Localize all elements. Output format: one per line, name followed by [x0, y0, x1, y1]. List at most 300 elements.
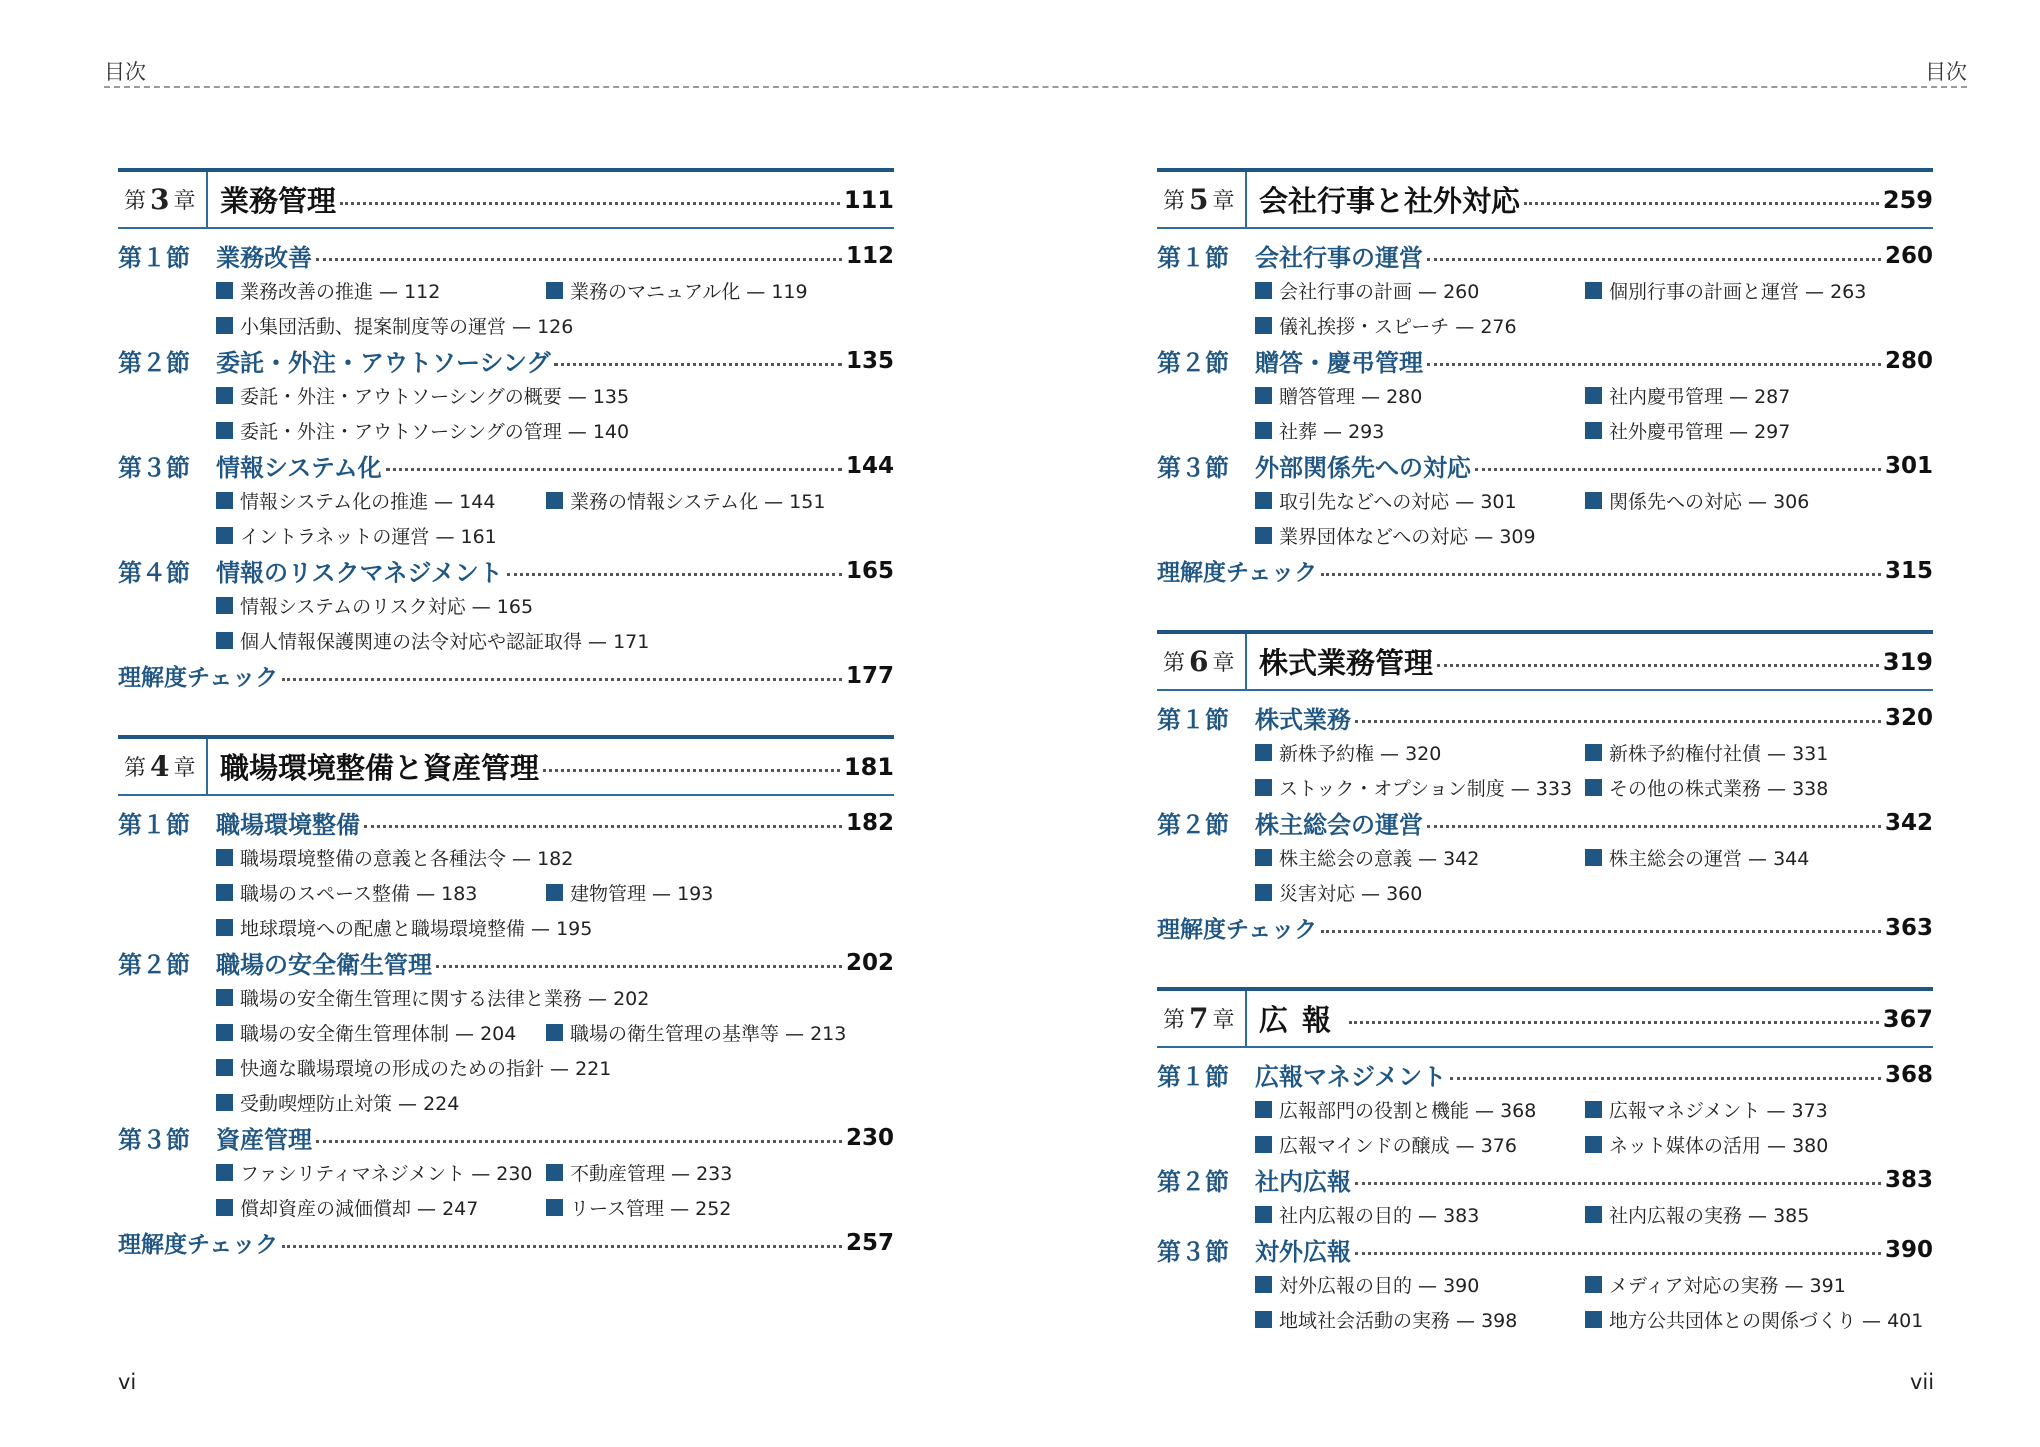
square-bullet-icon [1585, 1206, 1602, 1223]
topic-text: その他の株式業務 — 338 [1609, 778, 1829, 800]
running-head-right: 目次 [1925, 60, 1967, 84]
topic-item[interactable] [1255, 378, 1585, 413]
chapter-digit: 6 [1189, 645, 1209, 678]
topic-text: リース管理 — 252 [570, 1198, 732, 1220]
review-check-entry[interactable] [1157, 553, 1933, 588]
topic-text: 社葬 — 293 [1279, 421, 1385, 443]
square-bullet-icon [1255, 387, 1272, 404]
topic-text: 地方公共団体との関係づくり — 401 [1609, 1310, 1924, 1332]
square-bullet-icon [216, 492, 233, 509]
topic-text: 広報マインドの醸成 — 376 [1279, 1135, 1517, 1157]
dot-leader [1524, 202, 1879, 205]
dot-leader [282, 1245, 842, 1248]
section-page-number: 342 [1884, 809, 1933, 836]
section-entry[interactable] [118, 945, 894, 980]
left-page-toc [118, 168, 894, 1302]
right-page-toc [1157, 168, 1933, 1379]
section-title: 業務改善 [216, 244, 312, 272]
square-bullet-icon [546, 1024, 563, 1041]
chapter-page-number: 259 [1882, 185, 1933, 214]
square-bullet-icon [1255, 779, 1272, 796]
topic-item[interactable] [216, 1155, 546, 1190]
topic-item[interactable] [1585, 413, 1915, 448]
square-bullet-icon [1255, 317, 1272, 334]
square-bullet-icon [1585, 387, 1602, 404]
section-title: 資産管理 [216, 1126, 312, 1154]
chapter-prefix: 第 [124, 189, 147, 214]
page-number-left: vi [118, 1370, 137, 1394]
chapter-digit: 4 [150, 750, 170, 783]
chapter-suffix: 章 [1212, 1008, 1235, 1033]
topic-list [118, 378, 894, 448]
square-bullet-icon [1255, 1276, 1272, 1293]
section-page-number: 301 [1884, 452, 1933, 479]
topic-item[interactable] [216, 1015, 546, 1050]
topic-text: 職場の安全衛生管理体制 — 204 [240, 1023, 517, 1045]
topic-item[interactable] [1255, 735, 1585, 770]
square-bullet-icon [216, 1024, 233, 1041]
topic-text: ネット媒体の活用 — 380 [1609, 1135, 1829, 1157]
topic-item[interactable] [1255, 1267, 1585, 1302]
dot-leader [340, 202, 840, 205]
section-title: 職場の安全衛生管理 [216, 951, 432, 979]
topic-text: 株主総会の意義 — 342 [1279, 848, 1480, 870]
page-number-right: vii [1910, 1370, 1935, 1394]
square-bullet-icon [216, 919, 233, 936]
square-bullet-icon [216, 422, 233, 439]
topic-item[interactable] [1255, 518, 1585, 553]
section-title: 情報のリスクマネジメント [216, 559, 503, 587]
section-entry[interactable] [118, 1120, 894, 1155]
topic-item[interactable] [216, 483, 546, 518]
chapter-header[interactable] [1157, 987, 1933, 1048]
topic-item[interactable] [1255, 840, 1585, 875]
section-entry[interactable] [1157, 238, 1933, 273]
section-label: 第１節 [1157, 1063, 1229, 1091]
square-bullet-icon [216, 849, 233, 866]
section-label: 第１節 [1157, 244, 1229, 272]
chapter-block [118, 735, 894, 1260]
topic-item[interactable] [1585, 1127, 1915, 1162]
section-page-number: 182 [845, 809, 894, 836]
topic-text: 会社行事の計画 — 260 [1279, 281, 1480, 303]
dot-leader [316, 1140, 842, 1143]
section-entry[interactable] [1157, 1162, 1933, 1197]
chapter-digit: 3 [150, 183, 170, 216]
topic-item[interactable] [546, 273, 876, 308]
chapter-title: 職場環境整備と資産管理 [220, 751, 540, 785]
review-check-label: 理解度チェック [1157, 917, 1318, 943]
review-check-label: 理解度チェック [118, 665, 279, 691]
square-bullet-icon [1255, 884, 1272, 901]
square-bullet-icon [216, 632, 233, 649]
square-bullet-icon [546, 1164, 563, 1181]
dot-leader [1355, 720, 1881, 723]
topic-item[interactable] [1585, 483, 1915, 518]
square-bullet-icon [1255, 1311, 1272, 1328]
section-page-number: 112 [845, 242, 894, 269]
dot-leader [1450, 1077, 1881, 1080]
topic-list [118, 483, 894, 553]
chapter-page-number: 367 [1882, 1004, 1933, 1033]
chapter-page-number: 111 [843, 185, 894, 214]
dot-leader [1355, 1252, 1881, 1255]
topic-text: 不動産管理 — 233 [570, 1163, 733, 1185]
topic-list [118, 840, 894, 945]
section-entry[interactable] [1157, 1232, 1933, 1267]
topic-item[interactable] [1255, 413, 1585, 448]
topic-item[interactable] [546, 1190, 876, 1225]
section-entry[interactable] [1157, 343, 1933, 378]
chapter-block [1157, 630, 1933, 945]
topic-item[interactable] [216, 623, 894, 658]
topic-text: メディア対応の実務 — 391 [1609, 1275, 1846, 1297]
review-check-label: 理解度チェック [1157, 560, 1318, 586]
topic-item[interactable] [1255, 875, 1585, 910]
topic-item[interactable] [1585, 770, 1915, 805]
review-page-number: 257 [845, 1229, 894, 1256]
square-bullet-icon [216, 1094, 233, 1111]
section-page-number: 230 [845, 1124, 894, 1151]
section-title: 贈答・慶弔管理 [1255, 349, 1423, 377]
section-entry[interactable] [118, 805, 894, 840]
square-bullet-icon [1585, 1101, 1602, 1118]
topic-list [1157, 1197, 1933, 1232]
topic-item[interactable] [1255, 273, 1585, 308]
topic-text: 関係先への対応 — 306 [1609, 491, 1810, 513]
topic-text: 情報システムのリスク対応 — 165 [240, 596, 534, 618]
section-page-number: 202 [845, 949, 894, 976]
topic-text: ファシリティマネジメント — 230 [240, 1163, 533, 1185]
square-bullet-icon [1585, 744, 1602, 761]
section-label: 第３節 [118, 454, 190, 482]
chapter-suffix: 章 [1212, 651, 1235, 676]
review-page-number: 363 [1884, 914, 1933, 941]
section-page-number: 280 [1884, 347, 1933, 374]
dot-leader [1321, 573, 1881, 576]
chapter-digit: 5 [1189, 183, 1209, 216]
chapter-suffix: 章 [173, 756, 196, 781]
topic-text: 新株予約権 — 320 [1279, 743, 1442, 765]
topic-list [1157, 1092, 1933, 1162]
chapter-suffix: 章 [1212, 189, 1235, 214]
square-bullet-icon [546, 492, 563, 509]
topic-item[interactable] [546, 875, 876, 910]
section-entry[interactable] [1157, 1057, 1933, 1092]
chapter-title-line [1247, 998, 1933, 1039]
topic-item[interactable] [216, 308, 574, 343]
section-title: 株主総会の運営 [1255, 811, 1423, 839]
section-label: 第３節 [118, 1126, 190, 1154]
chapter-prefix: 第 [1163, 1008, 1186, 1033]
chapter-title-line [1247, 179, 1933, 220]
dot-leader [364, 825, 842, 828]
topic-list [118, 588, 894, 658]
topic-text: 対外広報の目的 — 390 [1279, 1275, 1480, 1297]
square-bullet-icon [546, 884, 563, 901]
dot-leader [282, 678, 842, 681]
square-bullet-icon [1585, 1276, 1602, 1293]
chapter-number [118, 172, 208, 227]
section-page-number: 260 [1884, 242, 1933, 269]
dot-leader [1355, 1182, 1881, 1185]
topic-item[interactable] [216, 980, 894, 1015]
topic-text: 地域社会活動の実務 — 398 [1279, 1310, 1518, 1332]
topic-text: 職場のスペース整備 — 183 [240, 883, 478, 905]
topic-text: 業務のマニュアル化 — 119 [570, 281, 808, 303]
chapter-contents [1157, 229, 1933, 588]
topic-text: 業務の情報システム化 — 151 [570, 491, 826, 513]
chapter-title-line [208, 746, 894, 787]
topic-item[interactable] [216, 1190, 546, 1225]
section-page-number: 390 [1884, 1236, 1933, 1263]
section-page-number: 135 [845, 347, 894, 374]
topic-text: 新株予約権付社債 — 331 [1609, 743, 1829, 765]
dot-leader [436, 965, 842, 968]
square-bullet-icon [1255, 527, 1272, 544]
square-bullet-icon [216, 989, 233, 1006]
topic-list [1157, 840, 1933, 910]
square-bullet-icon [1585, 282, 1602, 299]
topic-item[interactable] [1585, 840, 1915, 875]
section-entry[interactable] [118, 343, 894, 378]
section-entry[interactable] [1157, 805, 1933, 840]
topic-item[interactable] [1585, 378, 1915, 413]
section-label: 第２節 [118, 349, 190, 377]
dot-leader [1321, 930, 1881, 933]
section-title: 対外広報 [1255, 1238, 1351, 1266]
chapter-title: 広報 [1259, 1003, 1346, 1037]
topic-text: 建物管理 — 193 [570, 883, 714, 905]
topic-item[interactable] [216, 273, 546, 308]
topic-item[interactable] [216, 413, 894, 448]
topic-text: 職場環境整備の意義と各種法令 — 182 [240, 848, 574, 870]
topic-list [1157, 735, 1933, 805]
topic-item[interactable] [216, 910, 894, 945]
square-bullet-icon [216, 597, 233, 614]
square-bullet-icon [1585, 1311, 1602, 1328]
square-bullet-icon [216, 317, 233, 334]
square-bullet-icon [546, 1199, 563, 1216]
section-title: 広報マネジメント [1255, 1063, 1447, 1091]
section-page-number: 144 [845, 452, 894, 479]
chapter-header[interactable] [118, 735, 894, 796]
topic-list [1157, 483, 1933, 553]
topic-item[interactable] [216, 1085, 894, 1120]
chapter-page-number: 319 [1882, 647, 1933, 676]
chapter-digit: 7 [1189, 1002, 1209, 1035]
section-title: 職場環境整備 [216, 811, 360, 839]
topic-item[interactable] [1255, 1302, 1585, 1337]
section-label: 第１節 [118, 244, 190, 272]
square-bullet-icon [1585, 1136, 1602, 1153]
topic-list [118, 273, 894, 343]
dot-leader [1427, 258, 1881, 261]
dot-leader [1427, 825, 1881, 828]
square-bullet-icon [1585, 492, 1602, 509]
square-bullet-icon [546, 282, 563, 299]
topic-text: 委託・外注・アウトソーシングの管理 — 140 [240, 421, 630, 443]
topic-list [118, 1155, 894, 1225]
chapter-contents [118, 796, 894, 1260]
topic-text: ストック・オプション制度 — 333 [1279, 778, 1573, 800]
topic-text: 償却資産の減価償却 — 247 [240, 1198, 479, 1220]
square-bullet-icon [216, 527, 233, 544]
chapter-header[interactable] [1157, 630, 1933, 691]
running-head-left: 目次 [104, 60, 146, 84]
square-bullet-icon [1585, 779, 1602, 796]
section-page-number: 320 [1884, 704, 1933, 731]
chapter-title: 会社行事と社外対応 [1259, 184, 1521, 218]
topic-text: 委託・外注・アウトソーシングの概要 — 135 [240, 386, 630, 408]
topic-text: 株主総会の運営 — 344 [1609, 848, 1810, 870]
review-check-entry[interactable] [1157, 910, 1933, 945]
topic-list [1157, 1267, 1933, 1337]
review-check-entry[interactable] [118, 1225, 894, 1260]
chapter-title: 株式業務管理 [1259, 646, 1434, 680]
chapter-block [1157, 168, 1933, 588]
topic-item[interactable] [546, 1155, 876, 1190]
square-bullet-icon [1255, 282, 1272, 299]
topic-text: 個別行事の計画と運営 — 263 [1609, 281, 1867, 303]
review-check-entry[interactable] [118, 658, 894, 693]
topic-list [118, 980, 894, 1120]
section-label: 第２節 [1157, 811, 1229, 839]
chapter-prefix: 第 [1163, 189, 1186, 214]
topic-text: 個人情報保護関連の法令対応や認証取得 — 171 [240, 631, 650, 653]
topic-item[interactable] [1255, 483, 1585, 518]
section-page-number: 383 [1884, 1166, 1933, 1193]
topic-item[interactable] [216, 875, 546, 910]
topic-item[interactable] [216, 840, 894, 875]
topic-item[interactable] [216, 518, 546, 553]
topic-text: 社内広報の実務 — 385 [1609, 1205, 1810, 1227]
section-entry[interactable] [118, 553, 894, 588]
section-entry[interactable] [1157, 448, 1933, 483]
topic-item[interactable] [216, 378, 894, 413]
chapter-number [1157, 634, 1247, 689]
square-bullet-icon [216, 1199, 233, 1216]
topic-text: 儀礼挨拶・スピーチ — 276 [1279, 316, 1517, 338]
section-label: 第１節 [1157, 706, 1229, 734]
topic-text: 快適な職場環境の形成のための指針 — 221 [240, 1058, 612, 1080]
review-check-label: 理解度チェック [118, 1232, 279, 1258]
topic-text: 小集団活動、提案制度等の運営 — 126 [240, 316, 574, 338]
square-bullet-icon [216, 282, 233, 299]
section-label: 第４節 [118, 559, 190, 587]
topic-text: 広報部門の役割と機能 — 368 [1279, 1100, 1537, 1122]
topic-item[interactable] [1585, 735, 1915, 770]
chapter-number [1157, 991, 1247, 1046]
section-label: 第１節 [118, 811, 190, 839]
topic-item[interactable] [1255, 1127, 1585, 1162]
topic-item[interactable] [546, 1015, 876, 1050]
section-entry[interactable] [1157, 700, 1933, 735]
dot-leader [1475, 468, 1881, 471]
section-page-number: 368 [1884, 1061, 1933, 1088]
chapter-title-line [1247, 641, 1933, 682]
topic-item[interactable] [1255, 1197, 1585, 1232]
topic-text: 職場の安全衛生管理に関する法律と業務 — 202 [240, 988, 650, 1010]
square-bullet-icon [216, 387, 233, 404]
chapter-block [118, 168, 894, 693]
topic-item[interactable] [1255, 308, 1585, 343]
topic-item[interactable] [1585, 1302, 1924, 1337]
square-bullet-icon [1255, 849, 1272, 866]
topic-item[interactable] [1585, 273, 1915, 308]
review-page-number: 177 [845, 662, 894, 689]
chapter-prefix: 第 [124, 756, 147, 781]
dot-leader [507, 573, 842, 576]
topic-item[interactable] [546, 483, 876, 518]
topic-item[interactable] [216, 1050, 894, 1085]
topic-text: 情報システム化の推進 — 144 [240, 491, 496, 513]
chapter-suffix: 章 [173, 189, 196, 214]
topic-text: 職場の衛生管理の基準等 — 213 [570, 1023, 847, 1045]
topic-item[interactable] [1585, 1092, 1915, 1127]
section-title: 外部関係先への対応 [1255, 454, 1471, 482]
section-label: 第２節 [118, 951, 190, 979]
topic-list [1157, 273, 1933, 343]
topic-item[interactable] [1255, 770, 1585, 805]
topic-item[interactable] [1585, 1197, 1915, 1232]
chapter-number [1157, 172, 1247, 227]
topic-item[interactable] [1255, 1092, 1585, 1127]
topic-text: 広報マネジメント — 373 [1609, 1100, 1828, 1122]
topic-text: 災害対応 — 360 [1279, 883, 1423, 905]
section-entry[interactable] [118, 238, 894, 273]
section-title: 社内広報 [1255, 1168, 1351, 1196]
topic-list [1157, 378, 1933, 448]
chapter-header[interactable] [1157, 168, 1933, 229]
chapter-block [1157, 987, 1933, 1337]
square-bullet-icon [1255, 422, 1272, 439]
square-bullet-icon [216, 884, 233, 901]
dot-leader [1437, 664, 1879, 667]
topic-text: 取引先などへの対応 — 301 [1279, 491, 1517, 513]
topic-item[interactable] [216, 588, 894, 623]
dot-leader [543, 769, 840, 772]
chapter-header[interactable] [118, 168, 894, 229]
section-label: 第２節 [1157, 1168, 1229, 1196]
chapter-contents [1157, 691, 1933, 945]
section-title: 株式業務 [1255, 706, 1351, 734]
section-title: 情報システム化 [216, 454, 382, 482]
square-bullet-icon [216, 1164, 233, 1181]
dot-leader [1349, 1021, 1879, 1024]
chapter-number [118, 739, 208, 794]
topic-text: イントラネットの運営 — 161 [240, 526, 497, 548]
section-title: 会社行事の運営 [1255, 244, 1423, 272]
chapter-title-line [208, 179, 894, 220]
square-bullet-icon [1585, 422, 1602, 439]
dot-leader [386, 468, 842, 471]
dot-leader [554, 363, 842, 366]
square-bullet-icon [1255, 1136, 1272, 1153]
section-label: 第３節 [1157, 454, 1229, 482]
dot-leader [316, 258, 842, 261]
topic-text: 地球環境への配慮と職場環境整備 — 195 [240, 918, 593, 940]
section-label: 第３節 [1157, 1238, 1229, 1266]
topic-text: 業界団体などへの対応 — 309 [1279, 526, 1536, 548]
topic-item[interactable] [1585, 1267, 1915, 1302]
topic-text: 贈答管理 — 280 [1279, 386, 1423, 408]
square-bullet-icon [1255, 492, 1272, 509]
chapter-contents [118, 229, 894, 693]
section-label: 第２節 [1157, 349, 1229, 377]
section-entry[interactable] [118, 448, 894, 483]
square-bullet-icon [1255, 1206, 1272, 1223]
